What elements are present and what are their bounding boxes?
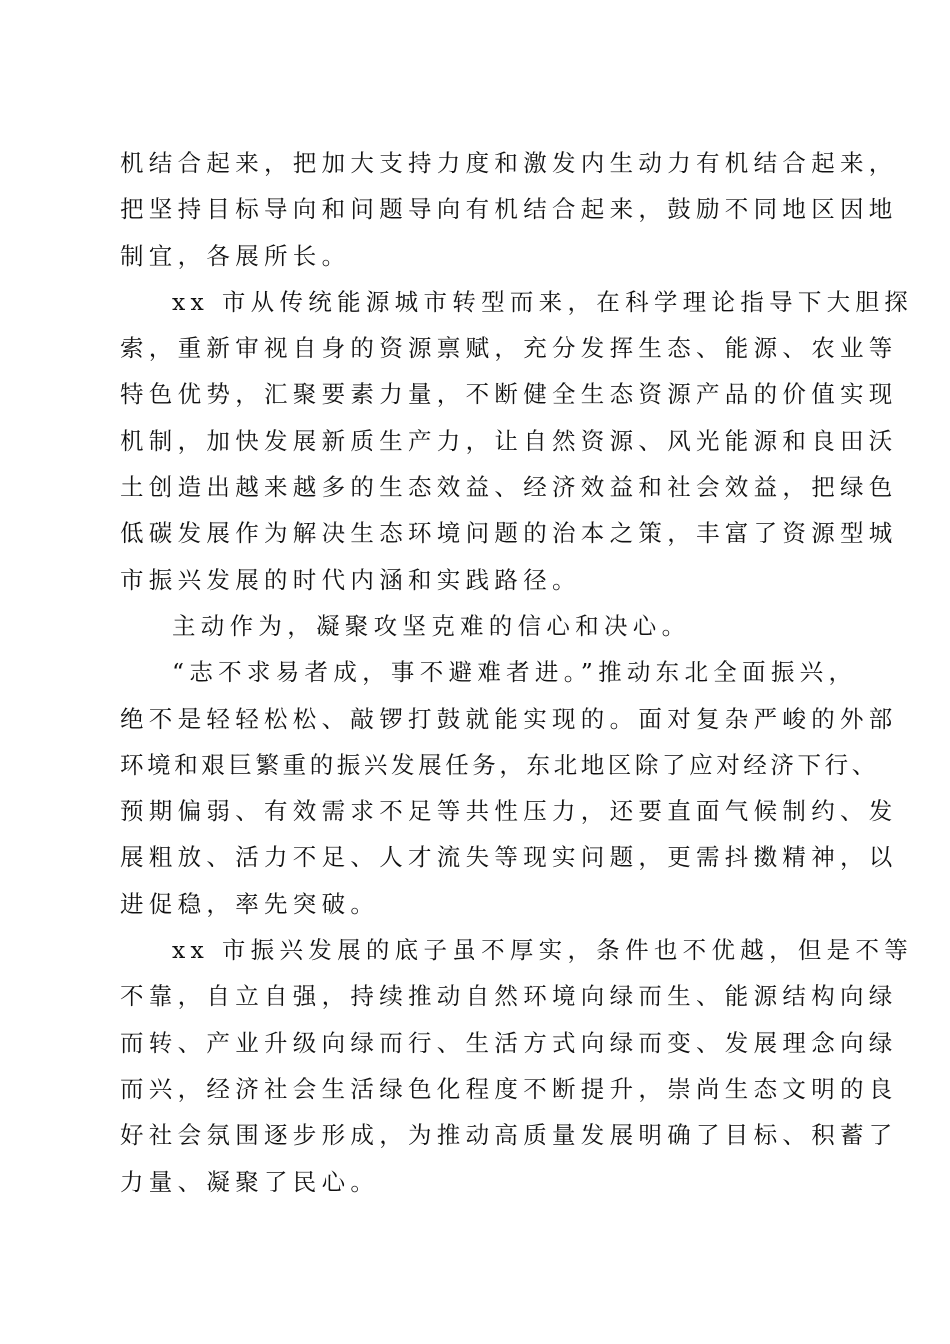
text-line: 市振兴发展的时代内涵和实践路径。: [120, 565, 581, 594]
text-line: 特色优势，汇聚要素力量，不断健全生态资源产品的价值实现: [120, 380, 898, 409]
text-line: 而兴，经济社会生活绿色化程度不断提升，崇尚生态文明的良: [120, 1074, 898, 1103]
paragraph-start-line: xx 市从传统能源城市转型而来，在科学理论指导下大胆探: [172, 287, 914, 316]
text-line: 好社会氛围逐步形成，为推动高质量发展明确了目标、积蓄了: [120, 1121, 898, 1150]
text-line: 索，重新审视自身的资源禀赋，充分发挥生态、能源、农业等: [120, 334, 898, 363]
text-line: 展粗放、活力不足、人才流失等现实问题，更需抖擞精神，以: [120, 843, 898, 872]
text-line: 低碳发展作为解决生态环境问题的治本之策，丰富了资源型城: [120, 519, 898, 548]
text-line: 制宜，各展所长。: [120, 241, 351, 270]
text-line: 把坚持目标导向和问题导向有机结合起来，鼓励不同地区因地: [120, 195, 898, 224]
text-line: 绝不是轻轻松松、敲锣打鼓就能实现的。面对复杂严峻的外部: [120, 704, 898, 733]
text-line: 机结合起来，把加大支持力度和激发内生动力有机结合起来，: [120, 149, 898, 177]
text-line: 进促稳，率先突破。: [120, 889, 380, 918]
text-line: 不靠，自立自强，持续推动自然环境向绿而生、能源结构向绿: [120, 982, 898, 1011]
section-heading-line: 主动作为，凝聚攻坚克难的信心和决心。: [172, 611, 691, 640]
paragraph-start-line: xx 市振兴发展的底子虽不厚实，条件也不优越，但是不等: [172, 936, 914, 965]
text-line: 预期偏弱、有效需求不足等共性压力，还要直面气候制约、发: [120, 797, 898, 826]
text-line: 而转、产业升级向绿而行、生活方式向绿而变、发展理念向绿: [120, 1028, 898, 1057]
text-line: 力量、凝聚了民心。: [120, 1167, 380, 1196]
text-line: 土创造出越来越多的生态效益、经济效益和社会效益，把绿色: [120, 473, 898, 502]
paragraph-start-line: “志不求易者成，事不避难者进。”推动东北全面振兴，: [172, 658, 858, 687]
document-body: [120, 140, 914, 1205]
text-line: 环境和艰巨繁重的振兴发展任务，东北地区除了应对经济下行、: [120, 750, 879, 779]
text-line: 机制，加快发展新质生产力，让自然资源、风光能源和良田沃: [120, 426, 898, 455]
